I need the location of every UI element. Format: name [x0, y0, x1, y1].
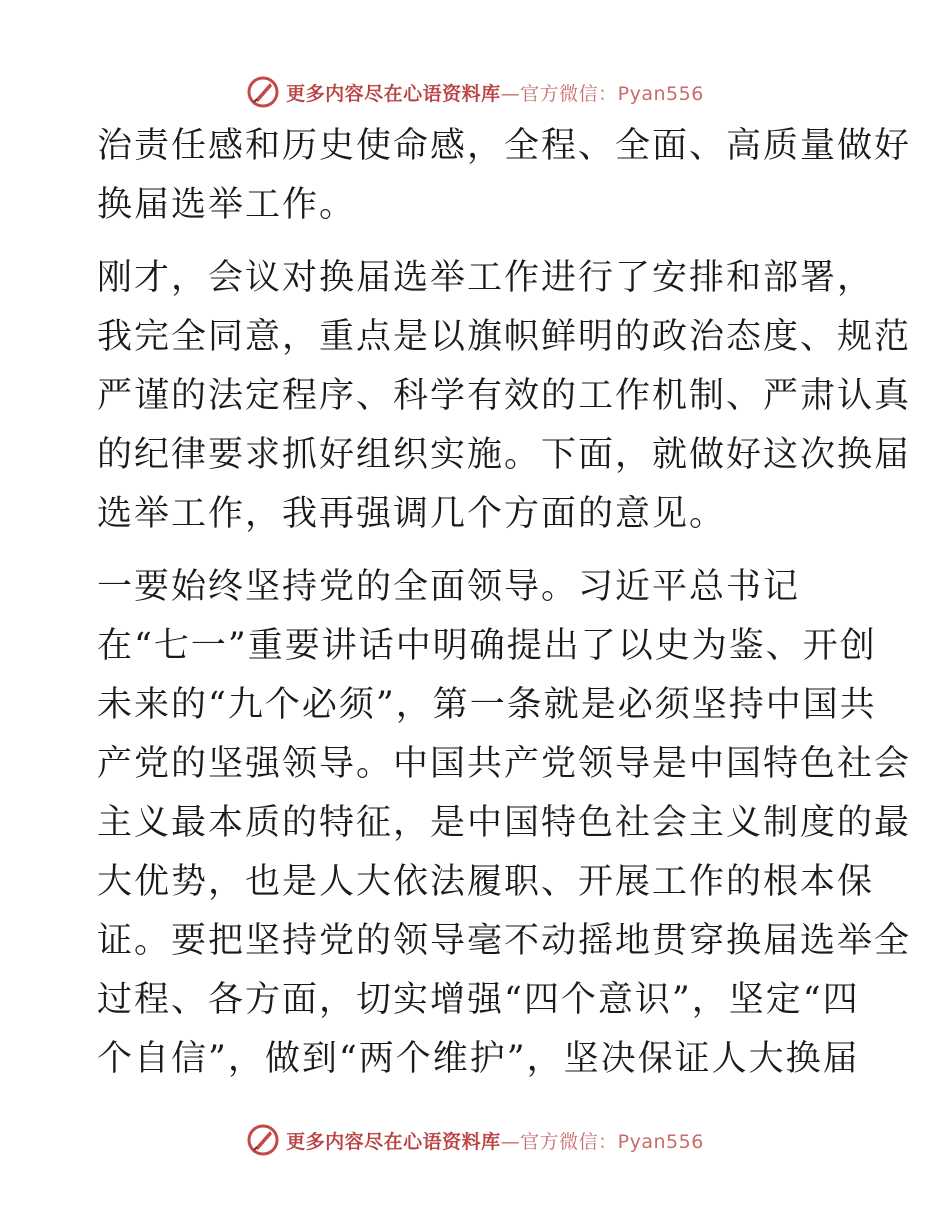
paragraph — [97, 558, 912, 1089]
footer-banner-text — [286, 1127, 704, 1154]
text-line: 个自信”，做到“两个维护”，坚决保证人大换届 — [97, 1039, 860, 1079]
header-banner-prefix: 更多内容尽在心语资料库 — [286, 82, 501, 105]
text-line: 主义最本质的特征，是中国特色社会主义制度的最 — [97, 803, 912, 843]
footer-banner-prefix: 更多内容尽在心语资料库 — [286, 1130, 501, 1153]
header-banner-suffix: —官方微信：Pyan556 — [500, 82, 704, 105]
quill-pen-logo-icon — [246, 1123, 280, 1157]
text-line: 大优势，也是人大依法履职、开展工作的根本保 — [97, 862, 875, 902]
header-banner-text — [286, 79, 704, 106]
text-line: 选举工作，我再强调几个方面的意见。 — [97, 494, 727, 534]
header-banner — [0, 72, 950, 112]
text-line: 刚才，会议对换届选举工作进行了安排和部署， — [97, 258, 875, 298]
text-line: 严谨的法定程序、科学有效的工作机制、严肃认真 — [97, 376, 912, 416]
text-line: 的纪律要求抓好组织实施。下面，就做好这次换届 — [97, 435, 912, 475]
text-line: 未来的“九个必须”，第一条就是必须坚持中国共 — [97, 685, 877, 725]
paragraph — [97, 249, 912, 544]
text-line: 证。要把坚持党的领导毫不动摇地贯穿换届选举全 — [97, 921, 912, 961]
quill-pen-logo-icon — [246, 75, 280, 109]
document-body — [97, 117, 912, 1089]
text-line: 在“七一”重要讲话中明确提出了以史为鉴、开创 — [97, 626, 877, 666]
text-line: 一要始终坚持党的全面领导。习近平总书记 — [97, 567, 801, 607]
paragraph — [97, 117, 912, 235]
footer-banner — [0, 1120, 950, 1160]
text-line: 我完全同意，重点是以旗帜鲜明的政治态度、规范 — [97, 317, 912, 357]
text-line: 治责任感和历史使命感，全程、全面、高质量做好 — [97, 126, 912, 166]
footer-banner-suffix: —官方微信：Pyan556 — [500, 1130, 704, 1153]
text-line: 换届选举工作。 — [97, 185, 357, 225]
text-line: 产党的坚强领导。中国共产党领导是中国特色社会 — [97, 744, 912, 784]
text-line: 过程、各方面，切实增强“四个意识”，坚定“四 — [97, 980, 860, 1020]
